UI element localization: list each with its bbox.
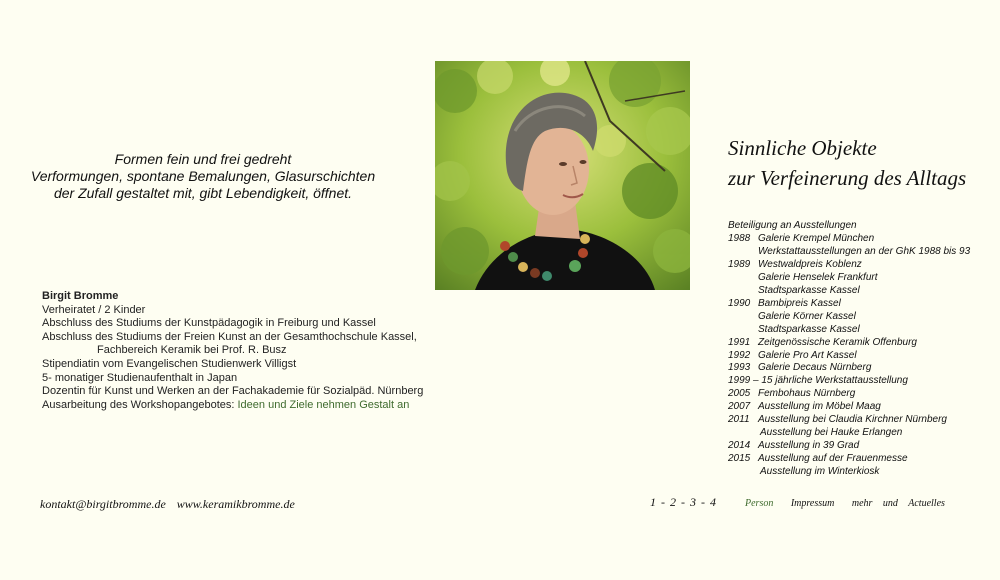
- intro-quote: [20, 151, 386, 202]
- exhibition-year: 1992: [728, 349, 751, 361]
- page-separator: -: [681, 495, 685, 509]
- exhibition-text: Zeitgenössische Keramik Offenburg: [758, 336, 917, 348]
- page-separator: -: [661, 495, 665, 509]
- exhibition-year: 2014: [728, 440, 751, 452]
- exhibition-text: Ausstellung im Winterkiosk: [760, 466, 880, 478]
- email-link[interactable]: kontakt@birgitbromme.de: [40, 497, 166, 511]
- exhibition-text: Bambipreis Kassel: [758, 297, 841, 309]
- exhibition-text: Westwaldpreis Koblenz: [758, 258, 862, 270]
- exhibition-row: [728, 311, 970, 324]
- exhibition-row: [728, 453, 970, 466]
- exhibition-row: [728, 414, 970, 427]
- quote-line: der Zufall gestaltet mit, gibt Lebendigkeit, öffnet.: [53, 185, 353, 201]
- exhibition-row: [728, 324, 970, 337]
- quote-line: Formen fein und frei gedreht: [114, 151, 292, 167]
- bio-line: Verheiratet / 2 Kinder: [42, 303, 146, 316]
- exhibition-row: [728, 272, 970, 285]
- exhibition-year: 1990: [728, 297, 751, 309]
- artist-name: Birgit Bromme: [42, 290, 119, 302]
- portrait-image: [435, 61, 690, 290]
- bio-line: Dozentin für Kunst und Werken an der Fachakademie für Sozialpäd. Nürnberg: [42, 385, 424, 398]
- exhibition-text: Galerie Henselek Frankfurt: [758, 271, 878, 283]
- portrait-photo: [435, 61, 690, 290]
- page-link-3[interactable]: 3: [690, 495, 696, 509]
- page-link-4[interactable]: 4: [710, 495, 716, 509]
- exhibition-text: Galerie Pro Art Kassel: [758, 349, 857, 361]
- nav-und[interactable]: und: [882, 498, 898, 509]
- exhibition-text: Galerie Körner Kassel: [758, 310, 856, 322]
- exhibition-row: [728, 233, 970, 246]
- exhibition-row: [728, 337, 970, 350]
- exhibition-text: Ausstellung auf der Frauenmesse: [758, 453, 908, 465]
- tagline-line: Sinnliche Objekte: [728, 136, 877, 160]
- workshop-link[interactable]: Ideen und Ziele nehmen Gestalt an: [237, 398, 410, 411]
- exhibition-text: Stadtsparkasse Kassel: [758, 323, 860, 335]
- nav-aktuelles[interactable]: Actuelles: [908, 498, 945, 509]
- nav-person[interactable]: Person: [745, 498, 774, 509]
- exhibition-row: [728, 298, 970, 311]
- exhibition-row: [728, 466, 970, 479]
- bio-line: Abschluss des Studiums der Kunstpädagogik in Freiburg und Kassel: [42, 317, 376, 330]
- quote-line: Verformungen, spontane Bemalungen, Glasurschichten: [30, 168, 376, 184]
- exhibition-text: Fembohaus Nürnberg: [758, 388, 856, 400]
- exhibition-text: Galerie Decaus Nürnberg: [758, 362, 872, 374]
- exhibition-row: [728, 285, 970, 298]
- exhibition-text: Galerie Krempel München: [758, 232, 875, 244]
- exhibition-year: 1993: [728, 362, 751, 374]
- exhibition-text: Ausstellung bei Hauke Erlangen: [760, 427, 903, 439]
- bio-line: Abschluss des Studiums der Freien Kunst an der Gesamthochschule Kassel,: [42, 330, 417, 343]
- workshop-label: Ausarbeitung des Workshopangebotes:: [42, 398, 235, 411]
- bio-line: Fachbereich Keramik bei Prof. R. Busz: [97, 344, 287, 357]
- exhibitions-list: [728, 220, 970, 479]
- exhibition-row: [728, 246, 970, 259]
- exhibitions-heading: Beteiligung an Ausstellungen: [728, 220, 857, 231]
- exhibition-row: [728, 440, 970, 453]
- exhibition-text: 1999 – 15 jährliche Werkstattausstellung: [728, 375, 908, 387]
- biography: [42, 290, 423, 412]
- pagination: [650, 495, 716, 510]
- exhibition-year: 1988: [728, 232, 751, 244]
- bio-line: 5- monatiger Studienaufenthalt in Japan: [42, 371, 238, 384]
- exhibition-row: [728, 388, 970, 401]
- page-link-1[interactable]: 1: [650, 495, 656, 509]
- exhibition-text: Werkstattausstellungen an der GhK 1988 bis 93: [758, 245, 971, 257]
- exhibition-row: [728, 362, 970, 375]
- exhibition-text: Stadtsparkasse Kassel: [758, 284, 860, 296]
- page-separator: -: [701, 495, 705, 509]
- exhibition-text: Ausstellung bei Claudia Kirchner Nürnberg: [758, 414, 947, 426]
- exhibition-text: Ausstellung in 39 Grad: [758, 440, 860, 452]
- exhibition-year: 2007: [728, 401, 751, 413]
- page-link-2[interactable]: 2: [670, 495, 676, 509]
- exhibition-row: [728, 427, 970, 440]
- contact-line: [40, 497, 303, 512]
- bio-workshop-line: [42, 399, 423, 413]
- exhibition-row: [728, 259, 970, 272]
- exhibition-year: 1989: [728, 258, 751, 270]
- tagline: [728, 133, 966, 193]
- exhibition-year: 1991: [728, 336, 751, 348]
- main-nav: [745, 498, 960, 509]
- exhibition-year: 2005: [728, 388, 751, 400]
- exhibition-row: [728, 350, 970, 363]
- exhibition-year: 2011: [728, 414, 750, 426]
- tagline-line: zur Verfeinerung des Alltags: [728, 166, 967, 190]
- exhibition-row: [728, 375, 970, 388]
- exhibition-year: 2015: [728, 453, 751, 465]
- bio-line: Stipendiatin vom Evangelischen Studienwerk Villigst: [42, 357, 297, 370]
- nav-impressum[interactable]: Impressum: [790, 498, 835, 509]
- exhibition-row: [728, 401, 970, 414]
- nav-mehr[interactable]: mehr: [851, 498, 873, 509]
- website-link[interactable]: www.keramikbromme.de: [176, 497, 295, 511]
- exhibition-text: Ausstellung im Möbel Maag: [758, 401, 881, 413]
